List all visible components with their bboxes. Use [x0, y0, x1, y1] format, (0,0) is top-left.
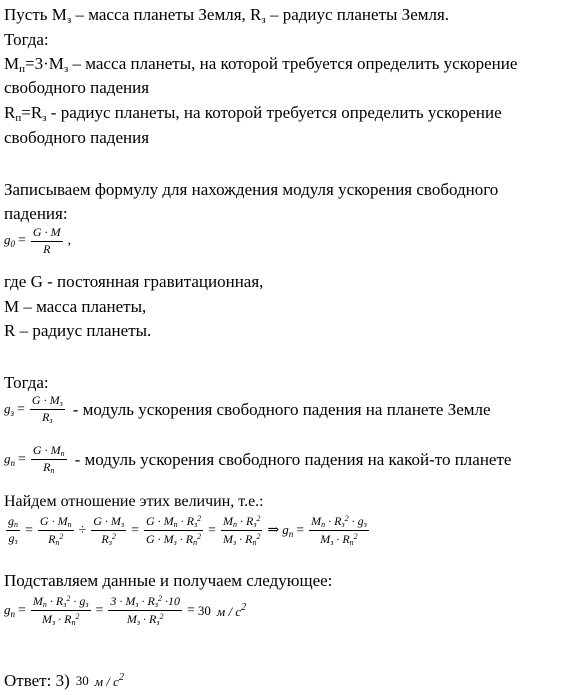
formula-gz: $g_з$ = $\frac{G \cdot M_з}{R_з}$ - модуль ускорения свободного падения на планете Земле: [4, 393, 491, 426]
text-line: свободного падения: [4, 128, 150, 147]
subscript: з: [63, 63, 69, 75]
text: Пусть M: [4, 5, 67, 24]
text-line: Подставляем данные и получаем следующее:: [4, 571, 333, 590]
text-line: [4, 55, 517, 75]
text-line: [4, 6, 449, 26]
text-line: R – радиус планеты.: [4, 321, 152, 340]
answer-line: Ответ: 3) 30 м / $с^2$: [4, 671, 124, 690]
text: - радиус планеты, на которой требуется определить ускорение: [46, 103, 502, 122]
text: - модуль ускорения свободного падения на планете Земле: [72, 400, 491, 420]
text: Ответ: 3): [4, 671, 70, 690]
fraction: $\frac{G \cdot M_п}{R_п}$: [32, 443, 65, 476]
formula-g0: [4, 226, 74, 257]
formula-gn: $g_п$ = $\frac{G \cdot M_п}{R_п}$ - модуль ускорения свободного падения на какой-то планете: [4, 443, 512, 476]
comma: ,: [67, 233, 72, 249]
text: – масса планеты Земля, R: [71, 5, 262, 24]
equals-sign: =: [18, 233, 26, 249]
text: R: [4, 103, 16, 122]
text-line: [4, 104, 502, 124]
text-line: Найдем отношение этих величин, т.е.:: [4, 493, 264, 510]
text: – масса планеты, на которой требуется определить ускорение: [68, 54, 518, 73]
subscript: з: [66, 14, 72, 26]
fraction: $\frac{G \cdot M_з}{R_з}$: [31, 393, 63, 426]
text: – радиус планеты Земля.: [265, 5, 450, 24]
subscript: п: [15, 112, 22, 124]
math-var: $g_0$: [4, 232, 15, 250]
subscript: п: [19, 63, 26, 75]
fraction: $\frac{G \cdot M}{R}$: [32, 225, 61, 256]
subscript: з: [42, 112, 47, 124]
text-line: Тогда:: [4, 30, 49, 49]
text: - модуль ускорения свободного падения на какой-то планете: [74, 450, 512, 470]
formula-substitution: $g_п$ = $\frac{M_п \cdot R_з^2 \cdot g_з}{M_з \cdot R_п^2}$ = $\frac{3 \cdot M_з \cdot R_з^2 \cdot 10}{M_з \cdot R_з^2}$ = 30 м / $с^2$: [4, 594, 247, 628]
formula-ratio: $\frac{g_п}{g_з}$ = $\frac{G \cdot M_п}{R_п^2}$ ÷ $\frac{G \cdot M_з}{R_з^2}$ = $\frac{G \cdot M_п \cdot R_з^2}{G \cdot M_з \cdot R_п^2}$ = $\frac{M_п \cdot R_з^2}{M_з \cdot R_п^2}$ ⇒ $g_п$ = $\frac{M_п \cdot R_з^2 \cdot g_з}{M_з \cdot R_п^2}$: [8, 513, 367, 548]
subscript: з: [261, 14, 266, 26]
text: =R: [21, 103, 43, 122]
text-line: Записываем формулу для нахождения модуля ускорения свободного: [4, 180, 499, 199]
text-line: свободного падения: [4, 78, 150, 97]
text-line: M – масса планеты,: [4, 297, 147, 316]
text-line: Тогда:: [4, 373, 49, 392]
text: =3·M: [25, 54, 64, 73]
text-line: где G - постоянная гравитационная,: [4, 272, 264, 291]
text-line: падения:: [4, 204, 68, 223]
text: M: [4, 54, 20, 73]
